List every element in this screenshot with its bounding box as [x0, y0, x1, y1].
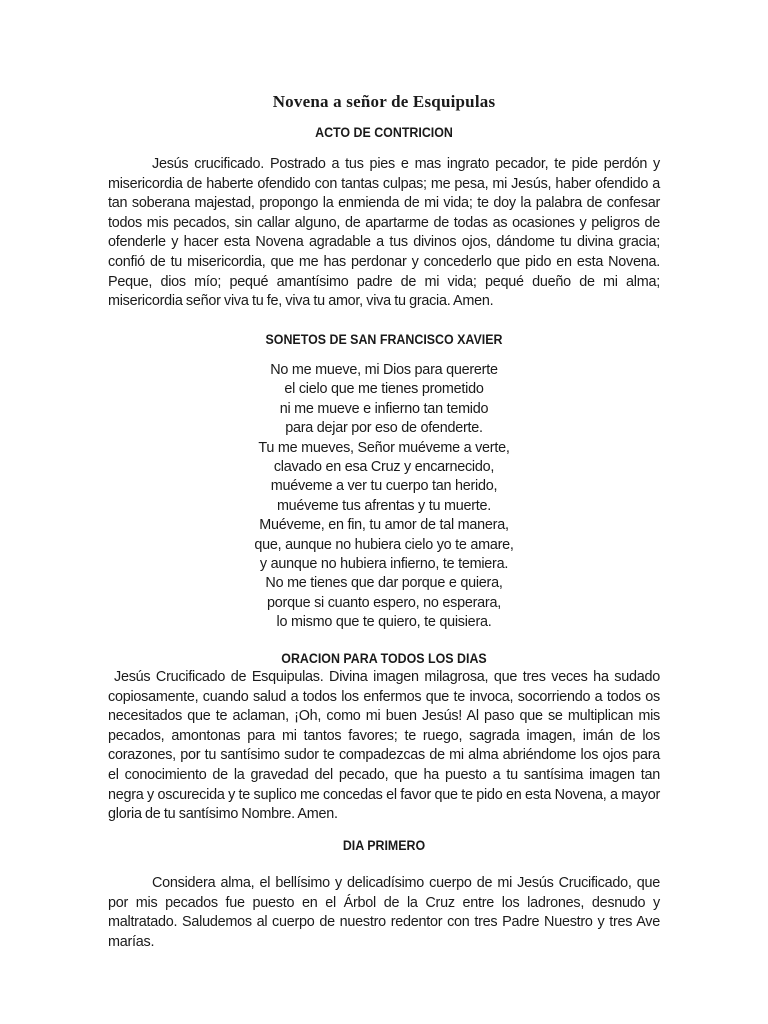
poem-line: muéveme a ver tu cuerpo tan herido,: [270, 478, 498, 495]
poem-line: Tu me mueves, Señor muéveme a verte,: [258, 439, 510, 456]
paragraph-text: Jesús crucificado. Postrado a tus pies e mas ingrato pecador, te pide perdón y misericordia de haberte ofendido con tantas culpas; me pesa, mi Jesús, haber ofendido a tan soberana majestad, propongo la enmienda de mi vida; te doy la palabra de confesar todos mis pecados, sin callar alguno, de apartarme de todas as ocasiones y peligros de ofenderle y hacer esta Novena agradable a tus divinos ojos, dándome tu divina gracia; confió de tu misericordia, que me has perdonar y concederlo que pido en esta Novena. Peque, dios mío; pequé amantísimo padre de mi vida; pequé dueño de mi alma; misericordia señor viva tu fe, viva tu amor, viva tu gracia. Amen.: [108, 156, 660, 310]
poem-line: porque si cuanto espero, no esperara,: [267, 594, 501, 611]
document-title: Novena a señor de Esquipulas: [272, 92, 496, 111]
poem-line: clavado en esa Cruz y encarnecido,: [273, 459, 495, 476]
poem-line: No me mueve, mi Dios para quererte: [270, 362, 498, 378]
section-heading-acto-de-contricion: ACTO DE CONTRICION: [315, 125, 453, 140]
section-heading-dia-primero: DIA PRIMERO: [342, 838, 426, 853]
paragraph-text: Jesús Crucificado de Esquipulas. Divina imagen milagrosa, que tres veces ha sudado copiosamente, cuando salud a todos los enfermos que te invoca, socorriendo a todos os necesitados que te aclaman, ¡Oh, como mi buen Jesús! Al paso que se multiplican mis pecados, amontonas para mi tantos favores; te ruego, sagrada imagen, imán de los corazones, por tu santísimo sudor te compadezcas de mi alma abriéndome los ojos para el conocimiento de la gravedad del pecado, que ha puesto a tu santísima imagen tan negra y oscurecida y te suplico me concedas el favor que te pido en esta Novena, a mayor gloria de tu santísimo Nombre. Amen.: [108, 669, 660, 823]
paragraph-text: Considera alma, el bellísimo y delicadísimo cuerpo de mi Jesús Crucificado, que por mis pecados fue puesto en el Árbol de la Cruz entre los ladrones, desnudo y maltratado. Saludemos al cuerpo de nuestro redentor con tres Padre Nuestro y tres Ave marías.: [108, 875, 660, 950]
sonnet-poem: [108, 361, 660, 633]
poem-line: el cielo que me tienes prometido: [284, 381, 484, 398]
paragraph-oracion: [108, 668, 660, 825]
poem-line: que, aunque no hubiera cielo yo te amare,: [254, 536, 514, 553]
paragraph-dia-primero: [108, 874, 660, 952]
paragraph-acto-de-contricion: [108, 155, 660, 312]
poem-line: Muéveme, en fin, tu amor de tal manera,: [259, 517, 509, 534]
section-heading-oracion: ORACION PARA TODOS LOS DIAS: [281, 651, 487, 666]
poem-line: ni me mueve e infierno tan temido: [279, 400, 489, 417]
poem-line: lo mismo que te quiero, te quisiera.: [276, 614, 492, 631]
poem-line: No me tienes que dar porque e quiera,: [265, 575, 503, 592]
section-heading-sonetos: SONETOS DE SAN FRANCISCO XAVIER: [265, 332, 503, 347]
poem-line: y aunque no hubiera infierno, te temiera.: [259, 556, 509, 573]
poem-line: para dejar por eso de ofenderte.: [285, 420, 483, 437]
poem-line: muéveme tus afrentas y tu muerte.: [276, 497, 492, 514]
